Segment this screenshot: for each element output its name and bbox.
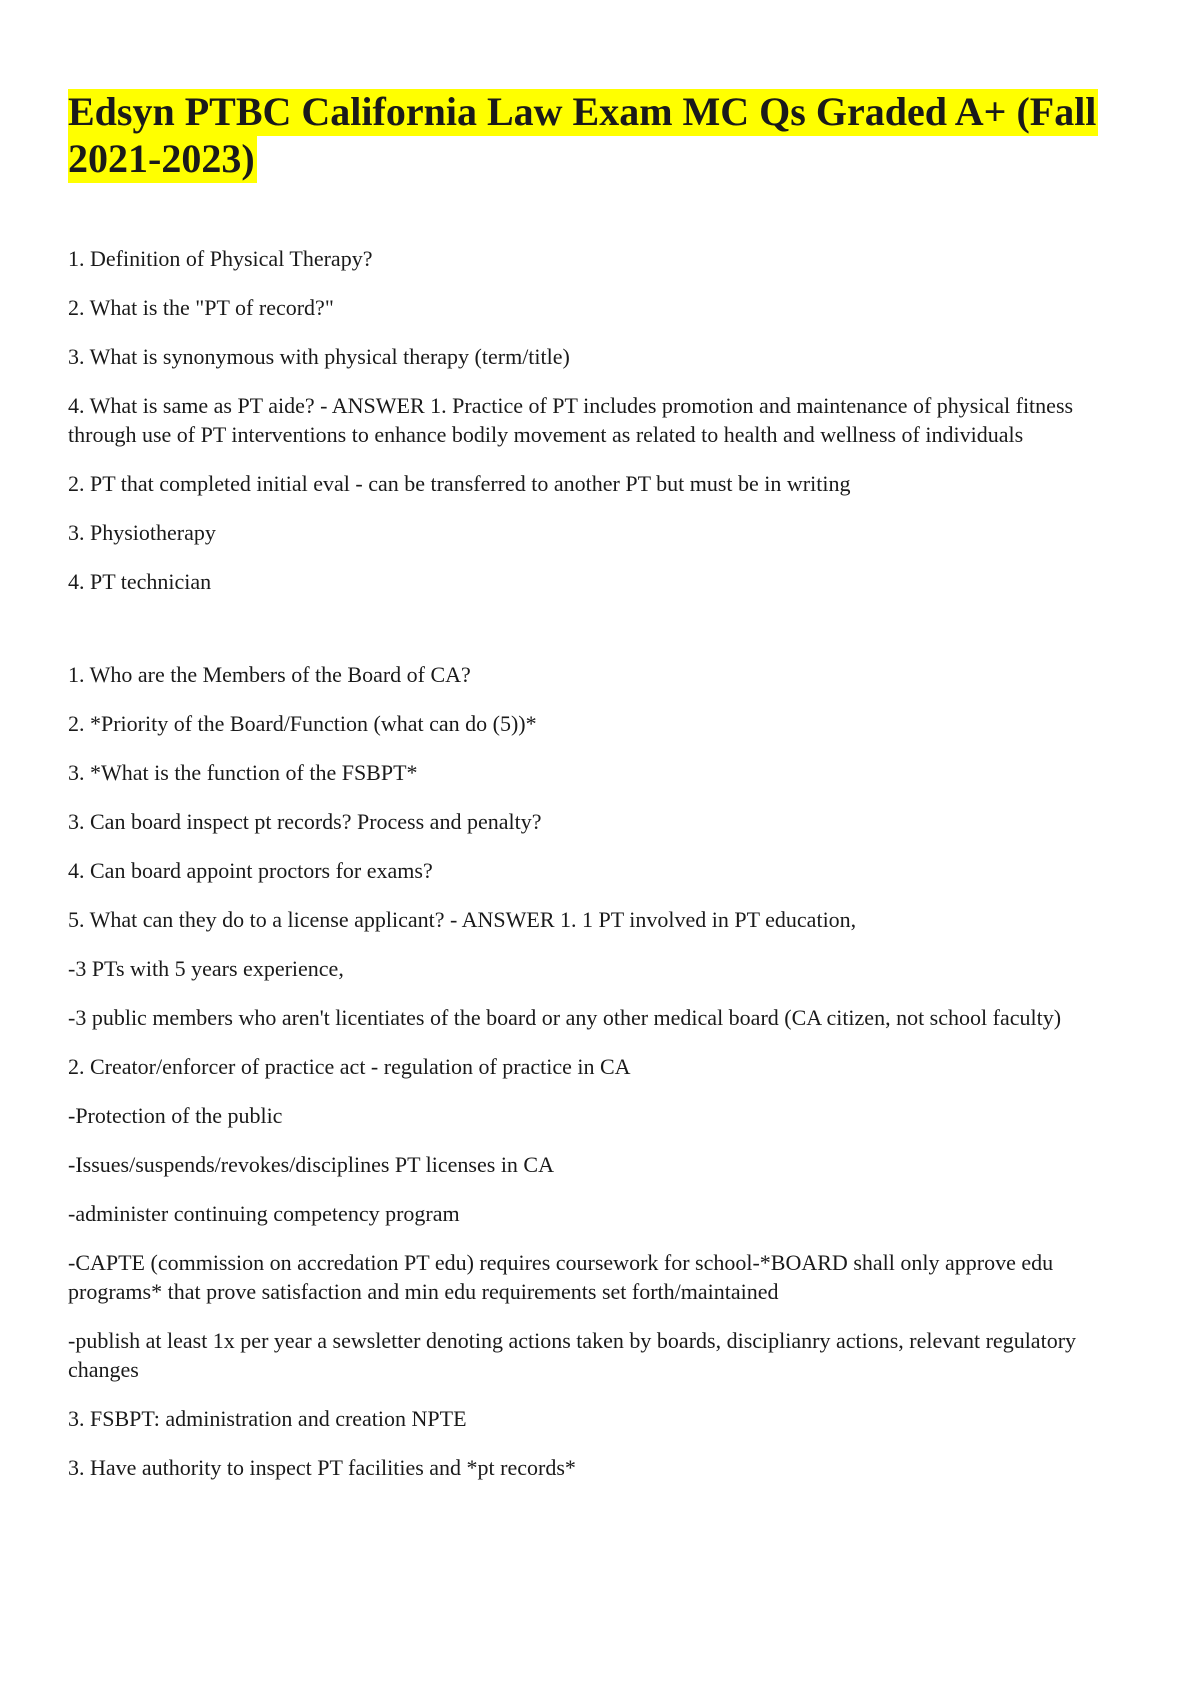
paragraph: 3. What is synonymous with physical therapy (term/title) — [68, 344, 570, 369]
question-block-2 — [68, 660, 1123, 1482]
paragraph: -3 public members who aren't licentiates of the board or any other medical board (CA citizen, not school faculty) — [68, 1005, 1062, 1030]
paragraph: -Protection of the public — [68, 1103, 283, 1128]
paragraph: 3. Have authority to inspect PT facilities and *pt records* — [68, 1455, 576, 1480]
paragraph: 2. *Priority of the Board/Function (what can do (5))* — [68, 711, 537, 736]
paragraph: 3. *What is the function of the FSBPT* — [68, 760, 418, 785]
paragraph: 4. Can board appoint proctors for exams? — [68, 858, 433, 883]
paragraph: 2. Creator/enforcer of practice act - regulation of practice in CA — [68, 1054, 631, 1079]
paragraph: -CAPTE (commission on accredation PT edu) requires coursework for school-*BOARD shall only approve edu programs* that prove satisfaction and min edu requirements set forth/maintained — [68, 1250, 1054, 1304]
paragraph: 4. What is same as PT aide? - ANSWER 1. Practice of PT includes promotion and maintenance of physical fitness through use of PT interventions to enhance bodily movement as related to health and wellness of individuals — [68, 393, 1074, 447]
document-page — [68, 88, 1123, 1502]
paragraph: 4. PT technician — [68, 569, 212, 594]
paragraph: 1. Definition of Physical Therapy? — [68, 246, 373, 271]
title-highlight: Edsyn PTBC California Law Exam MC Qs Graded A+ (Fall 2021-2023) — [68, 89, 1097, 181]
document-title — [68, 88, 1123, 182]
paragraph: -publish at least 1x per year a sewsletter denoting actions taken by boards, disciplianry actions, relevant regulatory changes — [68, 1328, 1077, 1382]
paragraph: -3 PTs with 5 years experience, — [68, 956, 344, 981]
paragraph: -administer continuing competency program — [68, 1201, 460, 1226]
paragraph: 3. Can board inspect pt records? Process and penalty? — [68, 809, 542, 834]
document-body — [68, 244, 1123, 1482]
paragraph: 1. Who are the Members of the Board of CA? — [68, 662, 471, 687]
paragraph: -Issues/suspends/revokes/disciplines PT licenses in CA — [68, 1152, 554, 1177]
section-spacer — [68, 616, 1123, 660]
question-block-1 — [68, 244, 1123, 596]
paragraph: 5. What can they do to a license applicant? - ANSWER 1. 1 PT involved in PT education, — [68, 907, 857, 932]
paragraph: 2. What is the "PT of record?" — [68, 295, 334, 320]
paragraph: 3. Physiotherapy — [68, 520, 216, 545]
paragraph: 3. FSBPT: administration and creation NPTE — [68, 1406, 467, 1431]
paragraph: 2. PT that completed initial eval - can be transferred to another PT but must be in writing — [68, 471, 851, 496]
